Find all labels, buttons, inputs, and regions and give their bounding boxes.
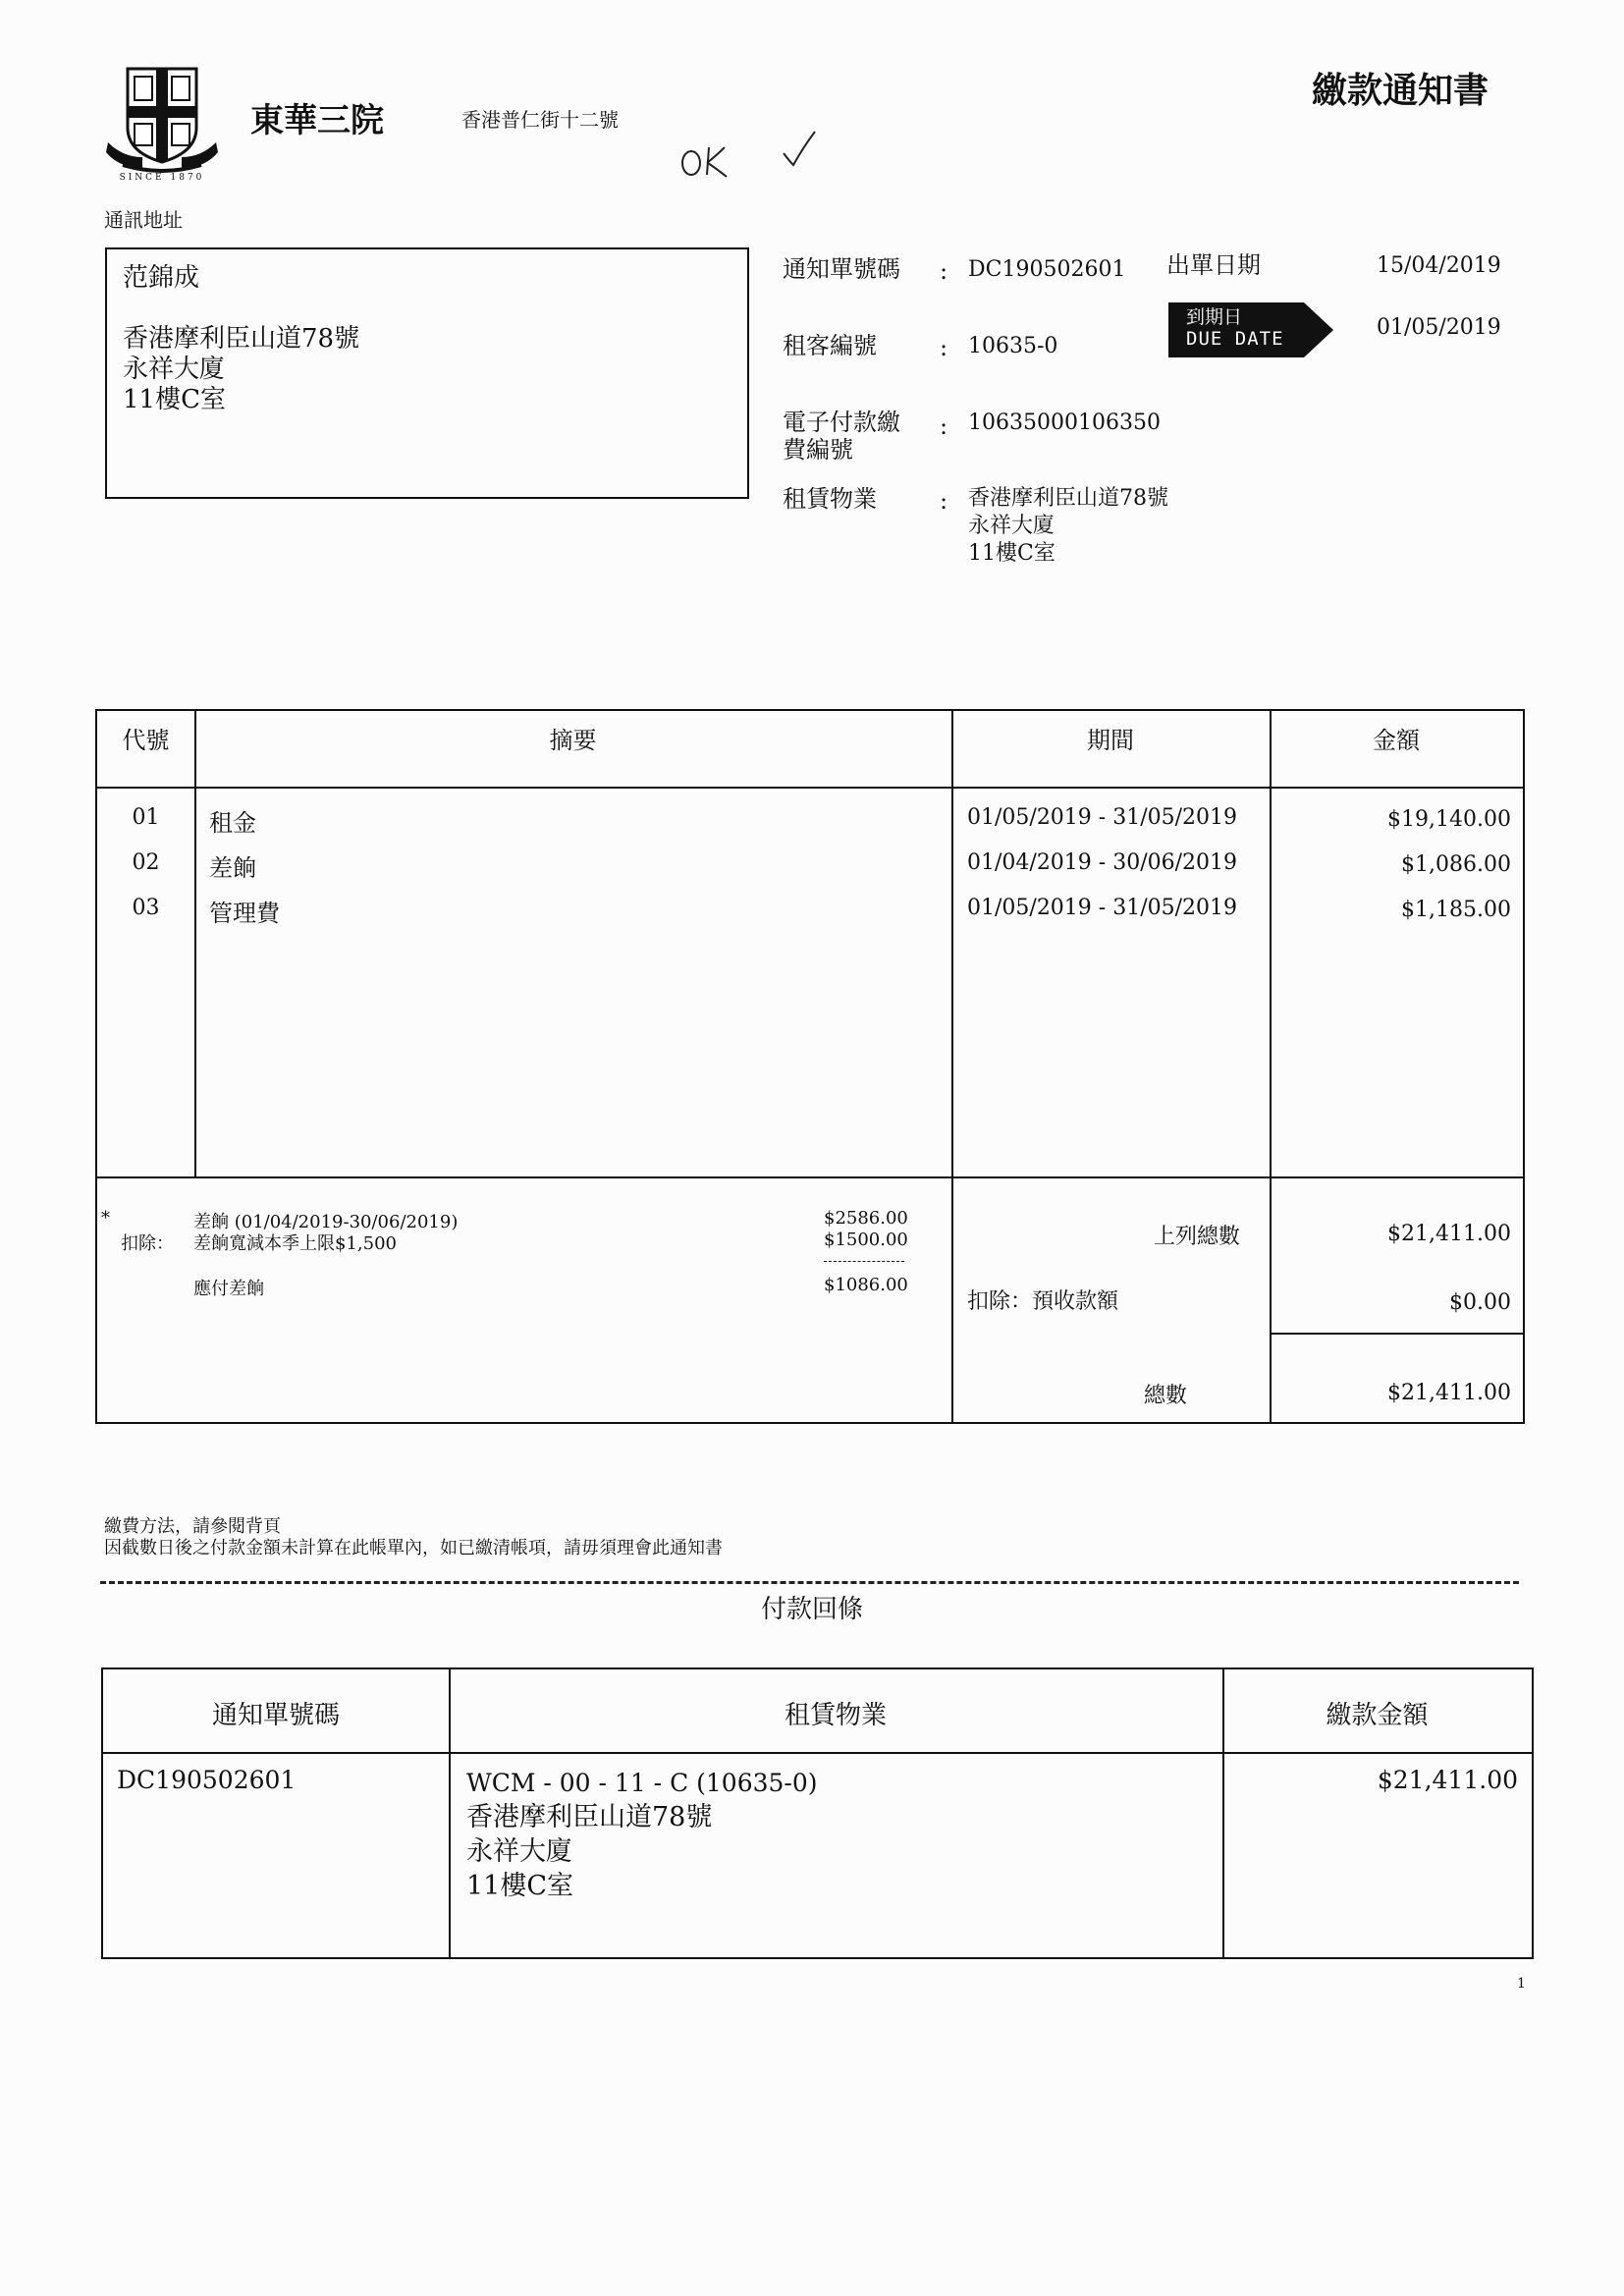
row-period: 01/04/2019 - 30/06/2019 xyxy=(967,850,1238,875)
row-amount: $19,140.00 xyxy=(1387,807,1511,832)
table-divider xyxy=(103,1752,1532,1754)
rates-note-deduct-label: 扣除： xyxy=(121,1233,174,1254)
epay-number-label xyxy=(783,409,900,464)
prepaid-label: 扣除：預收款額 xyxy=(967,1289,1119,1314)
header-period: 期間 xyxy=(1087,727,1134,754)
charges-table xyxy=(95,709,1525,1424)
epay-label-line: 電子付款繳 xyxy=(783,409,900,436)
slip-property-line: 香港摩利臣山道78號 xyxy=(466,1802,713,1832)
row-description: 管理費 xyxy=(209,900,280,927)
handwritten-ok-mark xyxy=(677,126,825,185)
table-divider xyxy=(951,711,953,1422)
slip-header-amount: 繳款金額 xyxy=(1326,1701,1429,1730)
property-address xyxy=(968,485,1168,568)
rates-note-line: 應付差餉 xyxy=(193,1279,264,1299)
table-divider xyxy=(97,787,1523,789)
issue-date-label: 出單日期 xyxy=(1166,251,1261,279)
slip-header-notice-no: 通知單號碼 xyxy=(211,1701,340,1730)
table-divider xyxy=(194,711,196,1176)
slip-notice-number: DC190502601 xyxy=(117,1766,297,1794)
rates-note-value: $1500.00 xyxy=(824,1230,908,1250)
colon: : xyxy=(940,257,948,285)
rates-note-divider xyxy=(824,1261,904,1262)
row-period: 01/05/2019 - 31/05/2019 xyxy=(967,896,1238,920)
colon: : xyxy=(940,412,948,440)
tenant-number: 10635-0 xyxy=(968,334,1058,358)
slip-amount: $21,411.00 xyxy=(1377,1766,1518,1794)
due-label-en: DUE DATE xyxy=(1186,328,1284,350)
document-title: 繳款通知書 xyxy=(1311,71,1489,111)
row-code: 02 xyxy=(132,850,160,875)
rates-note-star: * xyxy=(101,1208,110,1229)
slip-property xyxy=(466,1766,818,1903)
row-amount: $1,185.00 xyxy=(1401,898,1511,922)
tear-line xyxy=(100,1581,1519,1584)
due-label-zh: 到期日 xyxy=(1186,306,1243,328)
payment-method-note: 繳費方法，請參閱背頁 xyxy=(104,1516,281,1537)
address-line: 11樓C室 xyxy=(123,385,226,414)
slip-property-line: 永祥大廈 xyxy=(466,1836,572,1867)
cutoff-note: 因截數日後之付款金額未計算在此帳單內，如已繳清帳項，請毋須理會此通知書 xyxy=(104,1538,723,1558)
slip-property-line: 11樓C室 xyxy=(466,1871,574,1901)
row-period: 01/05/2019 - 31/05/2019 xyxy=(967,805,1238,830)
subtotal-label: 上列總數 xyxy=(1154,1225,1241,1249)
row-description: 租金 xyxy=(209,809,256,837)
tenant-number-label: 租客編號 xyxy=(783,332,877,359)
payment-slip-table xyxy=(101,1667,1534,1959)
header-code: 代號 xyxy=(122,727,170,754)
row-code: 03 xyxy=(132,896,160,920)
property-line: 香港摩利臣山道78號 xyxy=(968,486,1168,511)
total-amount: $21,411.00 xyxy=(1387,1381,1511,1405)
address-line: 永祥大廈 xyxy=(123,355,226,384)
issue-date: 15/04/2019 xyxy=(1377,253,1501,278)
organization-logo xyxy=(103,59,221,187)
header-description: 摘要 xyxy=(549,727,597,754)
organization-name: 東華三院 xyxy=(250,101,384,140)
organization-address: 香港普仁街十二號 xyxy=(461,108,619,132)
table-divider xyxy=(1270,711,1272,1422)
rates-note-value: $2586.00 xyxy=(824,1208,908,1229)
page-number: 1 xyxy=(1517,1976,1526,1992)
rates-note-value: $1086.00 xyxy=(824,1275,908,1295)
notice-number-label: 通知單號碼 xyxy=(783,255,900,283)
property-line: 永祥大廈 xyxy=(968,514,1056,538)
rates-note-line: 差餉 (01/04/2019-30/06/2019) xyxy=(193,1212,459,1232)
prepaid-amount: $0.00 xyxy=(1449,1290,1511,1315)
row-code: 01 xyxy=(132,805,160,830)
due-date: 01/05/2019 xyxy=(1377,315,1501,340)
slip-property-code: WCM - 00 - 11 - C (10635-0) xyxy=(466,1769,818,1797)
logo-text: SINCE 1870 xyxy=(119,173,205,183)
colon: : xyxy=(940,487,948,515)
header-amount: 金額 xyxy=(1373,727,1420,754)
epay-label-line: 費編號 xyxy=(783,436,853,464)
table-divider xyxy=(1270,1333,1523,1335)
payment-slip-title: 付款回條 xyxy=(760,1595,863,1624)
due-date-tag-text xyxy=(1186,306,1284,350)
table-divider xyxy=(97,1176,1523,1178)
rates-note-line: 差餉寬減本季上限$1,500 xyxy=(193,1233,397,1254)
row-description: 差餉 xyxy=(209,854,256,882)
mailing-address-label: 通訊地址 xyxy=(104,208,183,232)
notice-number: DC190502601 xyxy=(968,257,1126,282)
subtotal-amount: $21,411.00 xyxy=(1387,1222,1511,1246)
total-label: 總數 xyxy=(1144,1384,1188,1408)
row-amount: $1,086.00 xyxy=(1401,852,1511,877)
slip-header-property: 租賃物業 xyxy=(784,1701,887,1730)
mailing-address-box xyxy=(105,247,749,499)
due-date-tag xyxy=(1168,302,1335,357)
property-label: 租賃物業 xyxy=(783,485,877,513)
recipient-name: 范錦成 xyxy=(123,263,200,293)
colon: : xyxy=(940,334,948,361)
property-line: 11樓C室 xyxy=(968,541,1056,566)
address-line: 香港摩利臣山道78號 xyxy=(123,324,360,354)
epay-number: 10635000106350 xyxy=(968,410,1161,435)
